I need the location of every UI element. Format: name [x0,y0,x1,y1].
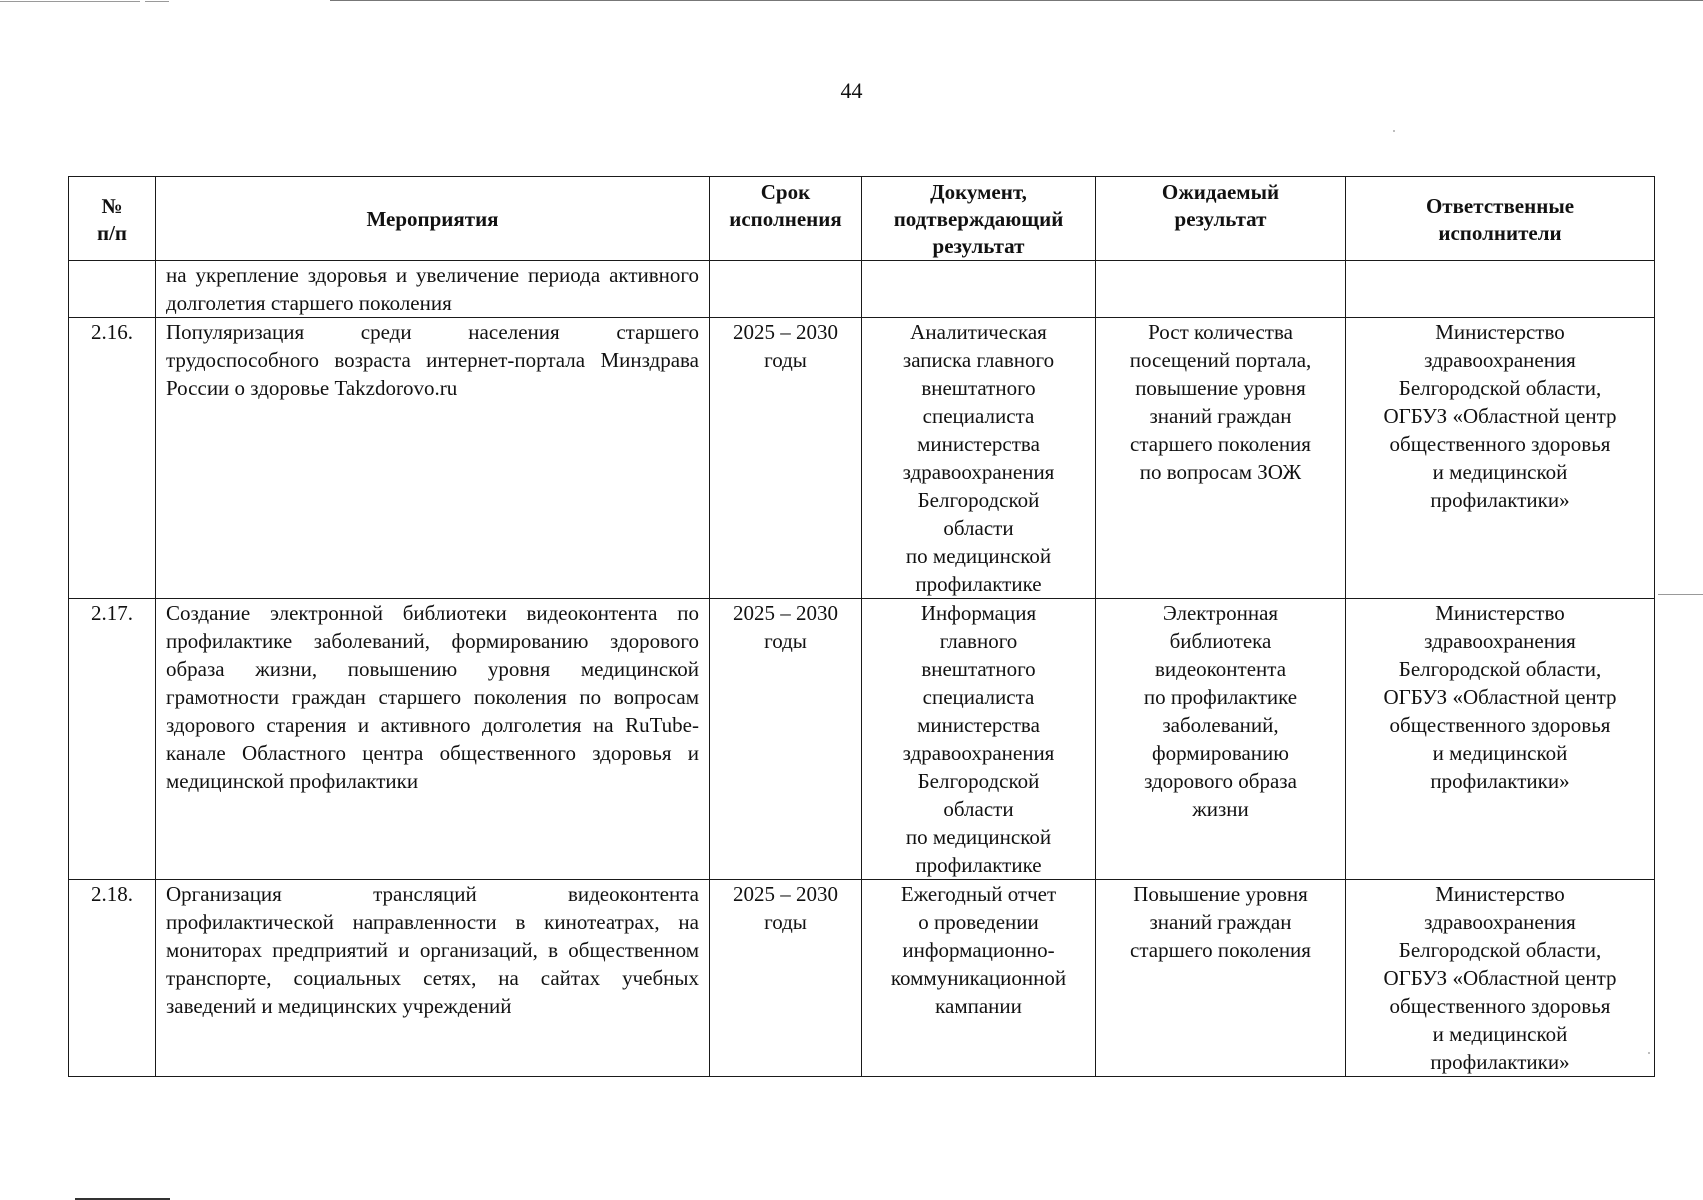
cell-activity: Организация трансляций видеоконтента профилактической направленности в кинотеатрах, на мониторах предприятий и организаций, в общественном транспорте, социальных сетях, на сайтах учебных заведений и медицинских учреждений [156,880,710,1077]
cell-result: Повышение уровня знаний граждан старшего поколения [1096,880,1346,1077]
cell-activity: Создание электронной библиотеки видеоконтента по профилактике заболеваний, формированию здорового образа жизни, повышению уровня медицинской грамотности граждан старшего поколения по вопросам здорового старения и активного долголетия на RuTube-канале Областного центра общественного здоровья и медицинской профилактики [156,599,710,880]
scan-speck [1393,130,1395,132]
cell-document: Ежегодный отчет о проведении информационно- коммуникационной кампании [862,880,1096,1077]
cell-result [1096,261,1346,318]
cell-result: Электронная библиотека видеоконтента по профилактике заболеваний, формированию здорового образа жизни [1096,599,1346,880]
scan-edge-line [145,1,169,2]
header-num: № п/п [69,177,156,261]
cell-deadline [710,261,862,318]
cell-document [862,261,1096,318]
table-row [69,599,1655,880]
table-row [69,880,1655,1077]
header-result: Ожидаемый результат [1096,177,1346,261]
table-row [69,318,1655,599]
scan-edge-line [1658,594,1703,595]
cell-document: Аналитическая записка главного внештатного специалиста министерства здравоохранения Белгородской области по медицинской профилактике [862,318,1096,599]
scan-edge-line [330,0,1703,1]
cell-deadline: 2025 – 2030 годы [710,880,862,1077]
activities-table [68,176,1655,1077]
cell-deadline: 2025 – 2030 годы [710,318,862,599]
cell-responsible [1346,261,1655,318]
page-number: 44 [840,78,863,103]
cell-activity: на укрепление здоровья и увеличение периода активного долголетия старшего поколения [156,261,710,318]
cell-responsible: Министерство здравоохранения Белгородской области, ОГБУЗ «Областной центр общественного здоровья и медицинской профилактики» [1346,880,1655,1077]
header-deadline: Срок исполнения [710,177,862,261]
cell-result: Рост количества посещений портала, повышение уровня знаний граждан старшего поколения по вопросам ЗОЖ [1096,318,1346,599]
cell-responsible: Министерство здравоохранения Белгородской области, ОГБУЗ «Областной центр общественного здоровья и медицинской профилактики» [1346,318,1655,599]
header-activity: Мероприятия [156,177,710,261]
cell-activity: Популяризация среди населения старшего трудоспособного возраста интернет-портала Минздрава России о здоровье Takzdorovo.ru [156,318,710,599]
table-row-continuation [69,261,1655,318]
cell-num: 2.16. [69,318,156,599]
cell-deadline: 2025 – 2030 годы [710,599,862,880]
header-responsible: Ответственные исполнители [1346,177,1655,261]
scan-edge-line [0,1,140,2]
cell-num: 2.18. [69,880,156,1077]
cell-num: 2.17. [69,599,156,880]
cell-num [69,261,156,318]
cell-responsible: Министерство здравоохранения Белгородской области, ОГБУЗ «Областной центр общественного здоровья и медицинской профилактики» [1346,599,1655,880]
header-document: Документ, подтверждающий результат [862,177,1096,261]
cell-document: Информация главного внештатного специалиста министерства здравоохранения Белгородской области по медицинской профилактике [862,599,1096,880]
table-header-row [69,177,1655,261]
